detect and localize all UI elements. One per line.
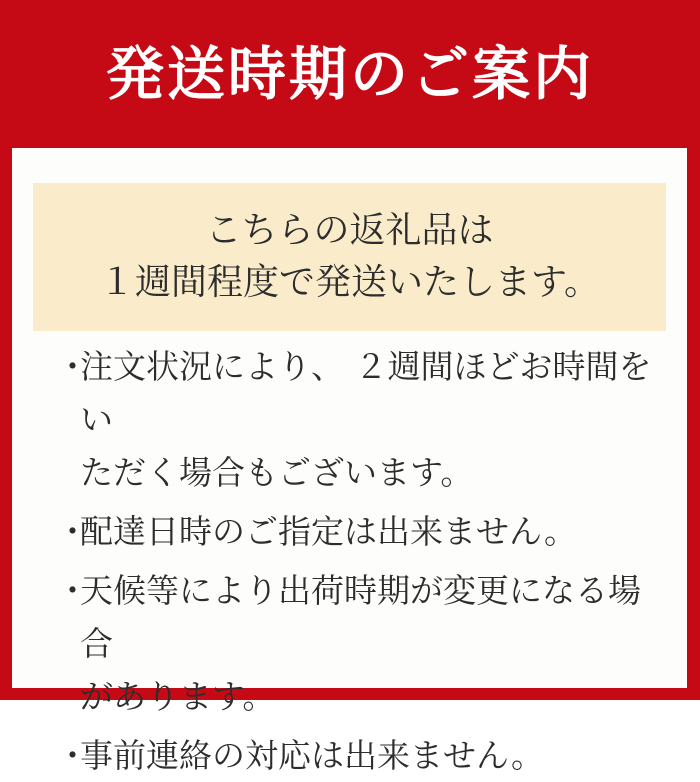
note-text — [80, 505, 671, 558]
bullet-marker: ・ — [56, 571, 89, 610]
note-item-weather — [56, 564, 671, 723]
note-line: があります。 — [80, 677, 276, 716]
highlight-line-2: １週間程度で発送いたします。 — [98, 262, 601, 303]
content-panel — [12, 148, 687, 775]
note-line: ただく場合もございます。 — [80, 453, 474, 492]
note-text — [80, 564, 671, 723]
bullet-marker: ・ — [56, 347, 89, 386]
bullet-marker: ・ — [56, 736, 89, 775]
note-text — [80, 340, 671, 499]
note-item-advance-contact — [56, 729, 671, 782]
note-item-order-status — [56, 340, 671, 499]
banner-title: 発送時期のご案内 — [105, 40, 594, 108]
banner-header — [0, 0, 700, 148]
note-line: 事前連絡の対応は出来ません。 — [80, 736, 544, 775]
notes-list — [12, 340, 687, 782]
highlight-box — [33, 183, 666, 331]
note-text — [80, 729, 671, 782]
note-line: 注文状況により、 ２週間ほどお時間をい — [80, 347, 652, 439]
bullet-marker: ・ — [56, 512, 89, 551]
note-line: 配達日時のご指定は出来ません。 — [80, 512, 577, 551]
highlight-line-1: こちらの返礼品は — [205, 210, 494, 251]
note-item-delivery-date — [56, 505, 671, 558]
note-line: 天候等により出荷時期が変更になる場合 — [80, 571, 641, 663]
